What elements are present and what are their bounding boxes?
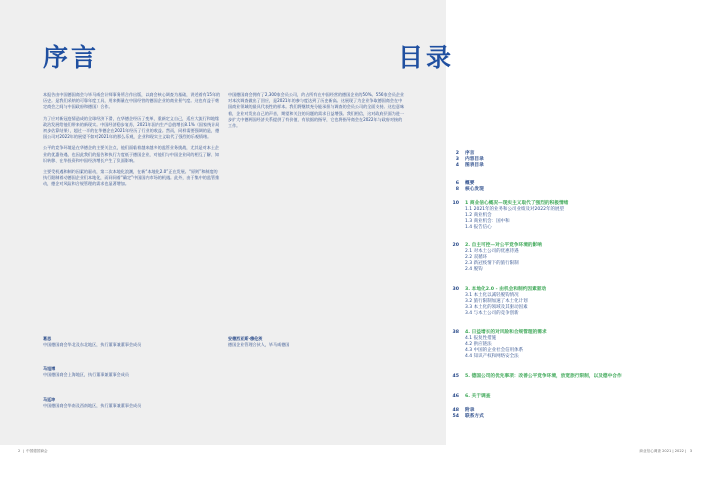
toc-title: 目录 <box>398 43 455 72</box>
toc-subentry[interactable]: 3.3 本土化的领域及其驱动因素 <box>465 305 528 310</box>
signatory-title: 中国德国商会华南及西南地区，执行董事兼董事会成员 <box>43 402 142 408</box>
toc-entry-label: 5. 德国公司的优先事项：改善公平竞争环境，放宽旅行限制，以及德中合作 <box>465 374 622 379</box>
toc-subentry[interactable]: 2.1 对本土公司的优惠待遇 <box>465 249 519 254</box>
preface-title: 序言 <box>43 43 100 72</box>
signatory-name: 马廷坤 <box>43 397 56 402</box>
toc-subentry[interactable]: 1.2 商业机会 <box>465 213 492 218</box>
preface-paragraph: 公平的竞争环境是在华德企的主要关注点，他们面临着越来越多的监管业务挑战，尤其是对本土企业的优惠待遇，也因此我们的报告和执行力度低于德国企业，对他们与中国企业同的相互了解、知识转移、在华投资和中国经济增长产生了负面影响。 <box>43 145 220 163</box>
toc-subentry[interactable]: 1.4 报告信心 <box>465 225 492 230</box>
toc-page-number: 8 <box>455 187 459 192</box>
signatory <box>43 336 213 348</box>
toc-entry-label: 1 商业信心概况—现实主义取代了强烈的积极情绪 <box>465 201 569 206</box>
signatory-name: 葛思 <box>43 336 52 341</box>
toc-entry-label: 内容目录 <box>465 157 484 162</box>
toc-page-number: 3 <box>455 157 459 162</box>
toc-subentry[interactable]: 4.2 供应链法 <box>465 342 492 347</box>
footer-publisher: 中国德国商会 <box>26 449 48 453</box>
signatory-name: 马旭博 <box>43 366 56 371</box>
toc-page-number: 45 <box>452 374 459 379</box>
page-number: 2 <box>18 449 21 453</box>
toc-subentry[interactable]: 4.4 知识产权和网络安全法 <box>465 354 519 359</box>
toc-entry-label: 概要 <box>465 181 475 186</box>
toc-subentry[interactable]: 4.3 中国的企业社会信用体系 <box>465 348 524 353</box>
toc-page-number: 54 <box>452 414 459 419</box>
toc-entry-label: 3. 本地化2.0 - 由机会和制约因素驱动 <box>465 287 547 292</box>
toc-page-number: 38 <box>452 330 459 335</box>
toc-subentry[interactable]: 3.4 与本土公司的竞争创新 <box>465 311 519 316</box>
toc-subentry[interactable]: 2.2 双循环 <box>465 255 488 260</box>
signatory-title: 德国企业管理合伙人，毕马威德国 <box>228 341 290 347</box>
preface-paragraph: 中国德国商会拥有了2,300家会员公司，约占所有在中国经营的德国企业的50%。556家会员企业对本次调查做出了回应，是2021年的参与度达到了历史新高。这展现了为企业争取德国商会在中国商业领域的最具代表性的样本。我们将继续充分能承担与调查的会员公司的全面支持。这也意味着，企业对发出自己的声音，期望和关注的问题的需求日益增强。我们相信，这对政府层面为进一步扩大中德两国经济关系提供了有价值、有依据的指导，它也将指导商会在2022年与政府对接的工作。 <box>228 92 405 129</box>
toc-subentry[interactable]: 3.1 本土化以减轻脱钩情况 <box>465 293 519 298</box>
signatory-title: 中国德国商会上海地区，执行董事兼董事会成员 <box>43 371 129 377</box>
toc-entry-label: 图表目录 <box>465 163 484 168</box>
toc-entry-label: 6. 关于调查 <box>465 394 491 399</box>
toc-page-number: 30 <box>452 287 459 292</box>
toc-page-number: 6 <box>455 181 459 186</box>
toc-page-number: 46 <box>452 394 459 399</box>
footer-right: 商业信心调查 2021 | 2022 | 3 <box>639 449 692 453</box>
signatory <box>43 397 213 409</box>
toc-page-number: 4 <box>455 163 459 168</box>
signatory-title: 中国德国商会华北及东北地区，执行董事兼董事会成员 <box>43 341 142 347</box>
preface-column-2 <box>228 92 406 134</box>
toc-page-number: 20 <box>452 243 459 248</box>
preface-paragraph: 为了应对新冠疫情造成的全球经济下滑，在华德企经历了变革，重新定义自己，适应大流行和地缘政治发展给他们带来的新现实。中国经济稳步复苏，2021年国内生产总值增长8.1%（国家统计局初步估算结果），超过一半的在华德企在2021年经历了行业的收益。然而，同样需要强调的是，德国公司对2022年的展望不如对2021年的那么乐观，企业和现实主义取代了强烈的乐观情绪。 <box>43 115 220 140</box>
signatory <box>228 336 398 348</box>
preface-paragraph: 本报告由中国德国商会与毕马威会计师事务所合作出版，以商会核心调查为基础，讲述着有15年的历史。是我们采纳的可靠年度工具，用来衡量在中国经营的德国企业的商业景气度。这也有益于奠定商会之间与中国政府和德国）合作。 <box>43 92 221 110</box>
toc-subentry[interactable]: 2.3 新冠疫情下的旅行限制 <box>465 261 519 266</box>
toc-subentry[interactable]: 2.4 脱钩 <box>465 267 483 272</box>
toc-subentry[interactable]: 1.1 2021年的业务和公司业绩及对2022年的展望 <box>465 207 564 212</box>
toc-subentry[interactable]: 3.2 旅行限制加速了本土化计划 <box>465 299 528 304</box>
toc-entry-label: 2. 自主可控—对公平竞争环境的影响 <box>465 243 542 248</box>
footer-report-title: 商业信心调查 2021 | 2022 <box>639 449 684 453</box>
footer-left: 2 | 中国德国商会 <box>18 449 48 453</box>
signatory-name: 安德烈亚斯·穆伦茨 <box>228 336 263 341</box>
toc-entry-label: 序言 <box>465 151 475 156</box>
toc-entry-label: 4. 日益增长的对风险和合规管理的需求 <box>465 330 547 335</box>
signatory <box>43 366 213 378</box>
toc-page-number: 10 <box>452 201 459 206</box>
toc-subentry[interactable]: 1.3 商业机会：国中和 <box>465 219 510 224</box>
toc-entry-label: 核心发现 <box>465 187 484 192</box>
toc-entry-label: 附录 <box>465 408 475 413</box>
toc-subentry[interactable]: 4.1 报复性措施 <box>465 336 497 341</box>
toc-page-number: 2 <box>455 151 459 156</box>
preface-column-1 <box>43 92 221 193</box>
preface-paragraph: 主要受机遇和制约因素的驱动，第二次本地化浪潮，在新“本地化2.0”正在发展。“原则”和制度的执行限制着动德国企业们本地化，而同同着“确定”中国国内市场的机遇。此外，由于集中的监管推动，德企对风险和合规管理的需求也显著增加。 <box>43 169 220 187</box>
toc-page-number: 48 <box>452 408 459 413</box>
page-number: 3 <box>689 449 692 453</box>
toc-entry-label: 联系方式 <box>465 414 484 419</box>
